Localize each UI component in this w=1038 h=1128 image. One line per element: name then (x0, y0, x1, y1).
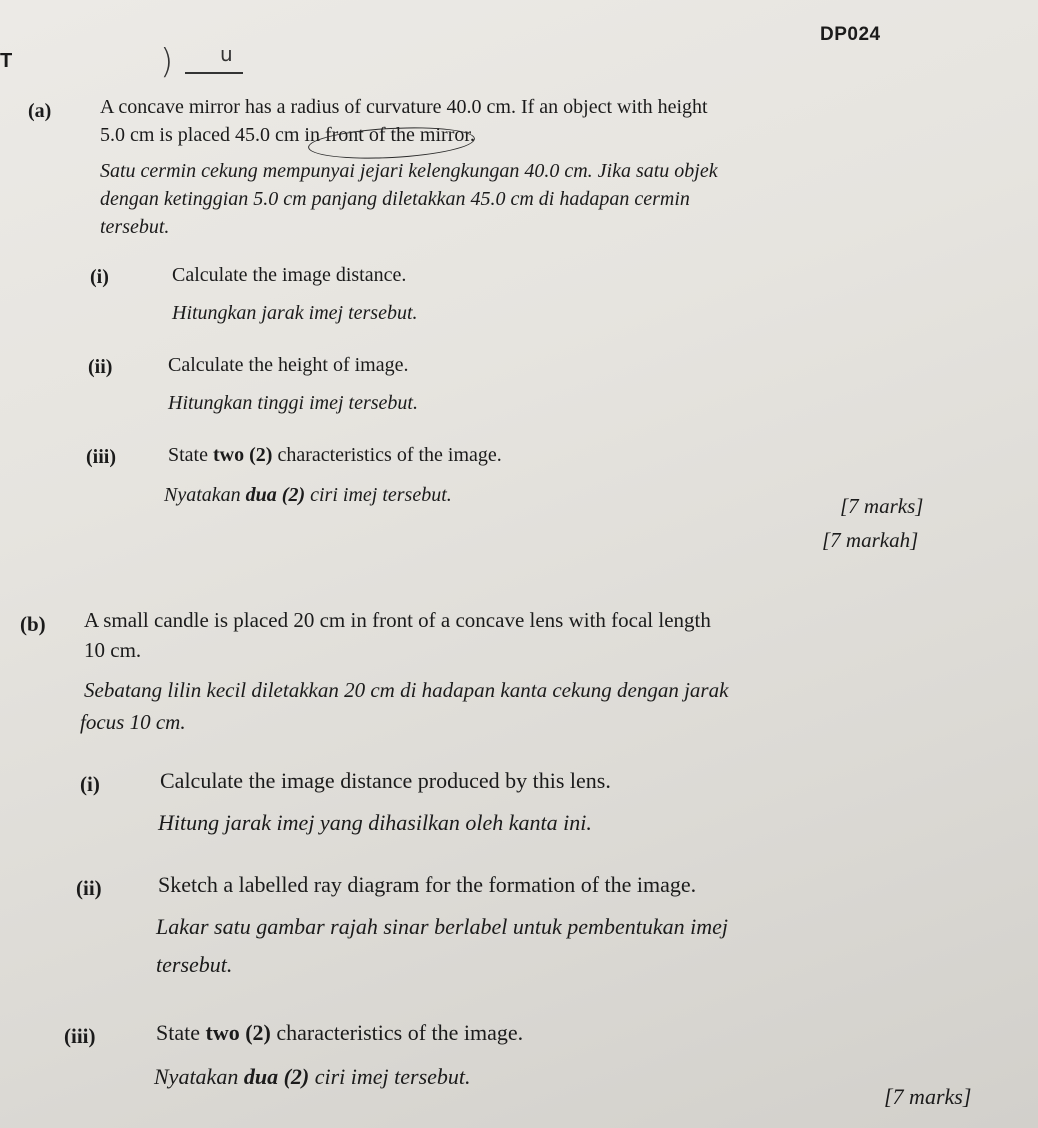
part-a-en-line1: A concave mirror has a radius of curvature 40.0 cm. If an object with height (100, 96, 708, 118)
part-a-q2-num: (ii) (88, 356, 113, 378)
part-a-q1-num: (i) (90, 266, 109, 288)
part-a-q1-en: Calculate the image distance. (172, 264, 407, 286)
part-b-q1-my: Hitung jarak imej yang dihasilkan oleh kanta ini. (158, 810, 592, 835)
part-a-my-line1: Satu cermin cekung mempunyai jejari kelengkungan 40.0 cm. Jika satu objek (100, 160, 718, 182)
part-b-marks-en: [7 marks] (884, 1084, 972, 1109)
part-b-q1-en: Calculate the image distance produced by this lens. (160, 768, 611, 793)
part-a-q3-en: State two (2) characteristics of the image. (168, 444, 502, 466)
part-a-my-line3: tersebut. (100, 216, 170, 238)
part-b-q3-en: State two (2) characteristics of the image. (156, 1020, 524, 1045)
part-b-q3-my: Nyatakan dua (2) ciri imej tersebut. (154, 1064, 471, 1089)
handwritten-bracket: ) (160, 42, 174, 82)
part-a-q1-my: Hitungkan jarak imej tersebut. (172, 302, 418, 324)
part-b-en-line2: 10 cm. (84, 638, 142, 662)
part-a-q3-my: Nyatakan dua (2) ciri imej tersebut. (164, 484, 452, 506)
part-b-q2-num: (ii) (76, 876, 102, 900)
handwritten-underline (185, 72, 243, 74)
part-b-q2-my2: tersebut. (156, 952, 233, 977)
part-a-q2-en: Calculate the height of image. (168, 354, 409, 376)
part-b-my-line1: Sebatang lilin kecil diletakkan 20 cm di hadapan kanta cekung dengan jarak (84, 678, 729, 702)
part-a-label: (a) (28, 100, 52, 122)
part-b-q2-en: Sketch a labelled ray diagram for the formation of the image. (158, 872, 697, 897)
part-a-marks-my: [7 markah] (822, 528, 919, 552)
handwritten-letter: u (220, 42, 233, 66)
part-b-q3-num: (iii) (64, 1024, 96, 1048)
part-b-q2-my1: Lakar satu gambar rajah sinar berlabel untuk pembentukan imej (156, 914, 728, 939)
part-b-my-line2: focus 10 cm. (80, 710, 186, 734)
part-a-en-line2: 5.0 cm is placed 45.0 cm in front of the mirror. (100, 124, 475, 146)
part-b-label: (b) (20, 612, 46, 636)
corner-letter: T (0, 50, 13, 72)
part-b-en-line1: A small candle is placed 20 cm in front of a concave lens with focal length (84, 608, 711, 632)
part-a-my-line2: dengan ketinggian 5.0 cm panjang diletakkan 45.0 cm di hadapan cermin (100, 188, 690, 210)
part-a-q3-num: (iii) (86, 446, 116, 468)
part-b-q1-num: (i) (80, 772, 100, 796)
part-a-q2-my: Hitungkan tinggi imej tersebut. (168, 392, 418, 414)
course-code: DP024 (820, 24, 881, 45)
part-a-marks-en: [7 marks] (840, 494, 924, 518)
